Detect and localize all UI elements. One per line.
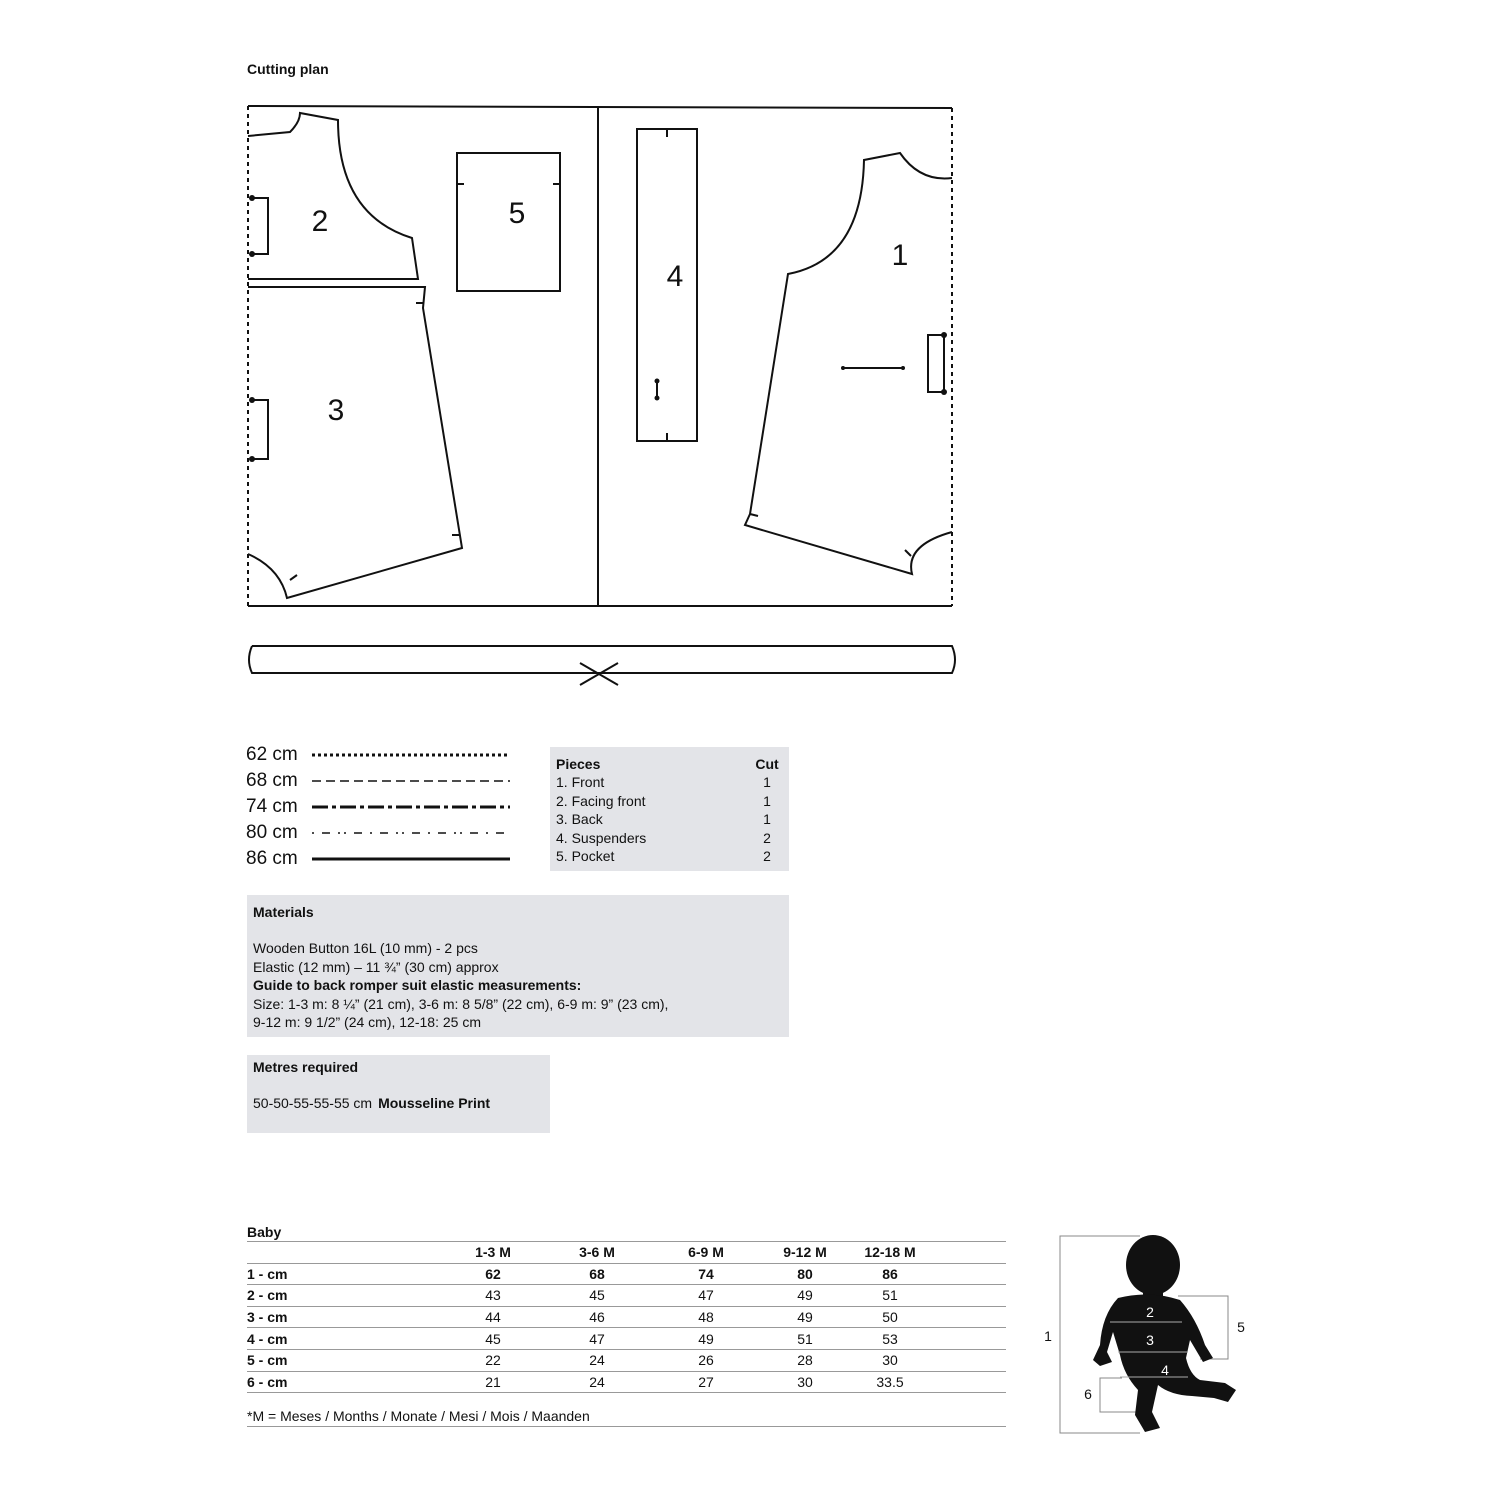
piece-number-5: 5 [508, 197, 526, 230]
table-cell-blank [931, 1371, 1006, 1393]
table-cell: 62 [443, 1263, 543, 1285]
cutting-plan-title: Cutting plan [247, 61, 329, 77]
table-row [247, 1349, 1006, 1371]
legend-label: 62 cm [246, 744, 298, 765]
piece-number-3: 3 [327, 394, 345, 427]
size-column-header: 12-18 M [849, 1242, 931, 1264]
dotted-line-sample [312, 752, 512, 758]
piece-cut: 1 [763, 792, 771, 809]
size-column-header: 1-3 M [443, 1242, 543, 1264]
size-table-title: Baby [247, 1224, 282, 1240]
pieces-header-cut: Cut [755, 756, 779, 772]
size-column-header: 3-6 M [543, 1242, 651, 1264]
legend-row [246, 820, 516, 846]
size-column-header: 9-12 M [761, 1242, 849, 1264]
piece-row [556, 792, 789, 810]
row-label: 3 - cm [247, 1306, 443, 1328]
pieces-box [550, 747, 789, 871]
piece-name: 2. Facing front [556, 792, 646, 809]
table-row [247, 1371, 1006, 1393]
header-blank [247, 1242, 443, 1264]
materials-line: Wooden Button 16L (10 mm) - 2 pcs [253, 940, 478, 957]
table-row [247, 1328, 1006, 1350]
table-cell: 45 [443, 1328, 543, 1350]
table-cell: 53 [849, 1328, 931, 1350]
table-cell: 49 [761, 1285, 849, 1307]
piece-name: 3. Back [556, 811, 603, 828]
metres-amounts: 50-50-55-55-55 cm [253, 1095, 373, 1112]
header-blank [931, 1242, 1006, 1264]
figure-label-3: 3 [1146, 1332, 1154, 1348]
cutting-plan-diagram [240, 95, 965, 695]
dash-dot-line-sample [312, 804, 512, 810]
table-cell: 49 [761, 1306, 849, 1328]
pieces-header-name: Pieces [556, 756, 601, 772]
piece-name: 4. Suspenders [556, 829, 647, 846]
table-cell: 28 [761, 1349, 849, 1371]
fabric-name: Mousseline Print [378, 1095, 491, 1112]
piece-number-4: 4 [666, 260, 684, 293]
legend-row [246, 742, 516, 768]
table-cell: 22 [443, 1349, 543, 1371]
row-label: 2 - cm [247, 1285, 443, 1307]
piece-row [556, 810, 789, 828]
baby-measurement-figure [1035, 1230, 1265, 1440]
table-cell: 48 [651, 1306, 761, 1328]
piece-number-2: 2 [311, 205, 329, 238]
piece-row [556, 847, 789, 865]
piece-row [556, 773, 789, 791]
piece-number-1: 1 [891, 239, 909, 272]
legend-row [246, 768, 516, 794]
piece-cut: 1 [763, 811, 771, 828]
size-line-legend [246, 742, 516, 872]
table-cell-blank [931, 1349, 1006, 1371]
table-row [247, 1285, 1006, 1307]
piece-cut: 2 [763, 829, 771, 846]
figure-label-5: 5 [1237, 1319, 1245, 1335]
row-label: 5 - cm [247, 1349, 443, 1371]
table-cell: 33.5 [849, 1371, 931, 1393]
table-cell: 30 [761, 1371, 849, 1393]
metres-line [253, 1094, 544, 1112]
months-footnote: *M = Meses / Months / Monate / Mesi / Mois / Maanden [247, 1408, 1006, 1427]
metres-title: Metres required [253, 1059, 359, 1075]
table-row [247, 1306, 1006, 1328]
table-cell: 68 [543, 1263, 651, 1285]
legend-row [246, 846, 516, 872]
piece-name: 5. Pocket [556, 847, 615, 864]
table-cell: 45 [543, 1285, 651, 1307]
baby-silhouette [1093, 1235, 1236, 1432]
row-label: 4 - cm [247, 1328, 443, 1350]
pieces-header [556, 755, 789, 773]
legend-label: 86 cm [246, 848, 298, 869]
piece-row [556, 829, 789, 847]
table-cell: 26 [651, 1349, 761, 1371]
legend-label: 74 cm [246, 796, 298, 817]
dashed-line-sample [312, 778, 512, 784]
table-row [247, 1263, 1006, 1285]
materials-line: Elastic (12 mm) – 11 ¾” (30 cm) approx [253, 958, 499, 975]
table-cell: 51 [761, 1328, 849, 1350]
table-cell: 27 [651, 1371, 761, 1393]
row-label: 1 - cm [247, 1263, 443, 1285]
table-cell: 24 [543, 1349, 651, 1371]
table-cell: 44 [443, 1306, 543, 1328]
materials-guide-title: Guide to back romper suit elastic measurements: [253, 977, 582, 994]
dash-dot-dot-line-sample [312, 830, 512, 836]
size-table-header [247, 1242, 1006, 1264]
table-cell: 74 [651, 1263, 761, 1285]
figure-label-4: 4 [1161, 1362, 1169, 1378]
table-cell: 21 [443, 1371, 543, 1393]
table-cell: 47 [543, 1328, 651, 1350]
table-cell: 47 [651, 1285, 761, 1307]
table-cell: 50 [849, 1306, 931, 1328]
table-cell: 43 [443, 1285, 543, 1307]
legend-row [246, 794, 516, 820]
solid-line-sample [312, 856, 512, 862]
table-cell: 51 [849, 1285, 931, 1307]
table-cell: 80 [761, 1263, 849, 1285]
piece-name: 1. Front [556, 774, 605, 791]
table-cell: 46 [543, 1306, 651, 1328]
legend-label: 80 cm [246, 822, 298, 843]
figure-label-1: 1 [1044, 1328, 1052, 1344]
table-cell-blank [931, 1263, 1006, 1285]
materials-line: 9-12 m: 9 1/2” (24 cm), 12-18: 25 cm [253, 1014, 481, 1031]
materials-line: Size: 1-3 m: 8 ¼” (21 cm), 3-6 m: 8 5/8” (22 cm), 6-9 m: 9” (23 cm), [253, 995, 669, 1012]
table-cell-blank [931, 1328, 1006, 1350]
table-cell: 49 [651, 1328, 761, 1350]
figure-label-2: 2 [1146, 1304, 1154, 1320]
figure-label-6: 6 [1084, 1386, 1092, 1402]
table-cell: 24 [543, 1371, 651, 1393]
metres-box [247, 1055, 550, 1133]
size-table [247, 1241, 1006, 1393]
size-column-header: 6-9 M [651, 1242, 761, 1264]
materials-box [247, 895, 789, 1037]
piece-cut: 2 [763, 847, 771, 864]
legend-label: 68 cm [246, 770, 298, 791]
row-label: 6 - cm [247, 1371, 443, 1393]
table-cell: 30 [849, 1349, 931, 1371]
table-cell-blank [931, 1285, 1006, 1307]
table-cell: 86 [849, 1263, 931, 1285]
table-cell-blank [931, 1306, 1006, 1328]
piece-cut: 1 [763, 774, 771, 791]
materials-title: Materials [253, 904, 314, 920]
